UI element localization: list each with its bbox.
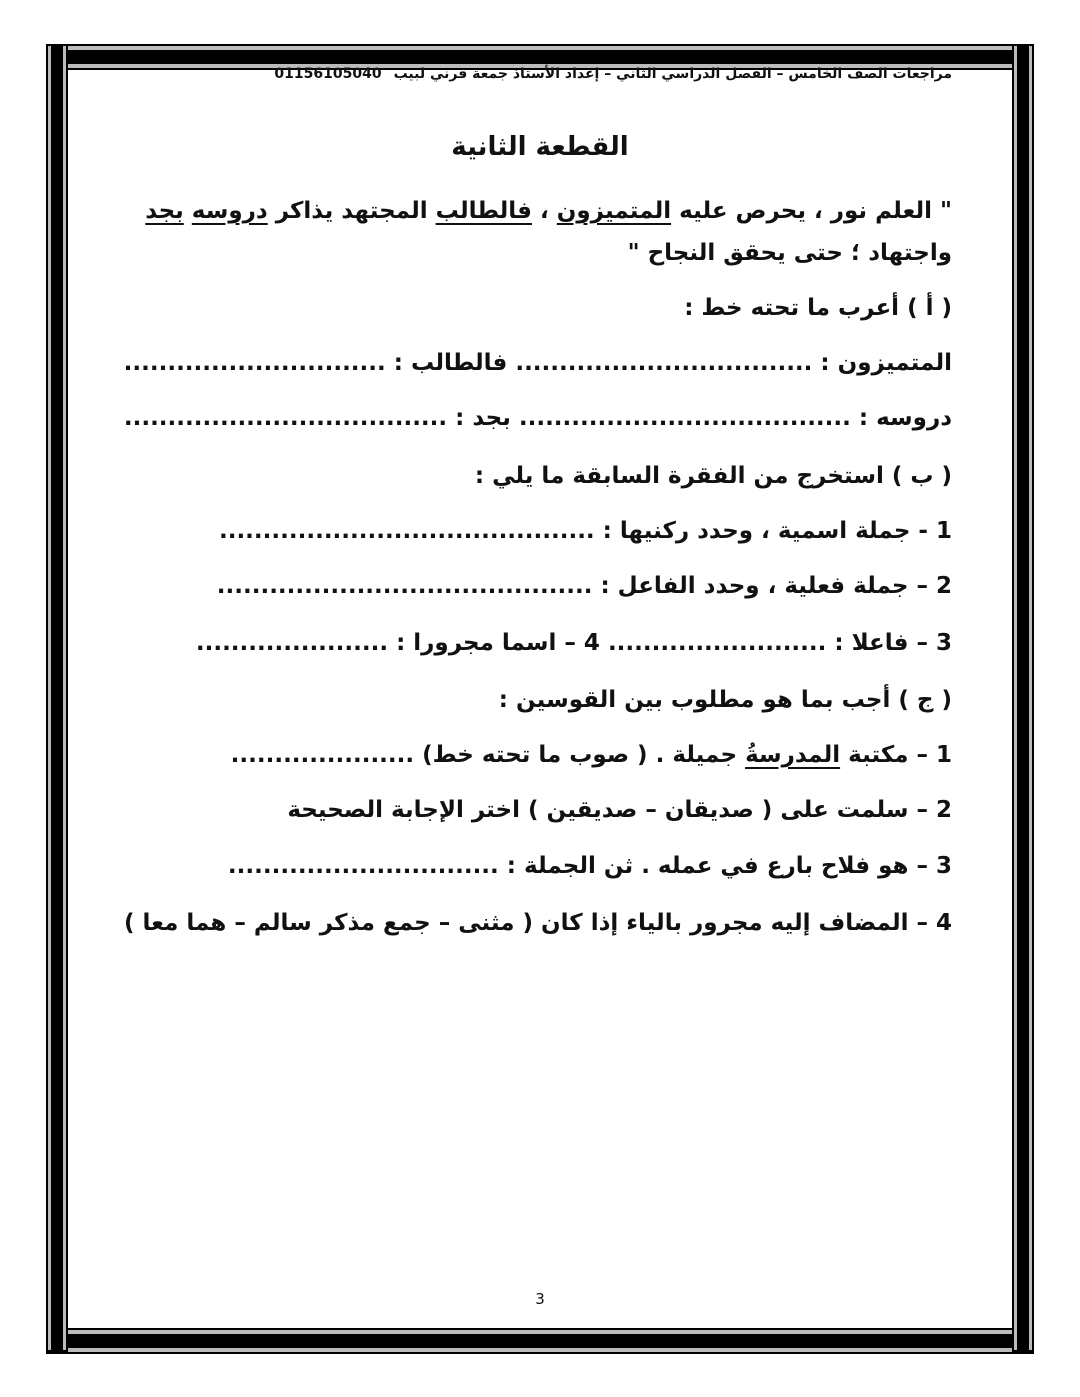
section-c-item: 4 – المضاف إليه مجرور بالياء إذا كان ( مثنى – جمع مذكر سالم – هما معا ) bbox=[123, 910, 952, 936]
underlined-word: المتميزون bbox=[556, 198, 672, 224]
border-right bbox=[1014, 46, 1032, 1350]
passage-text: المجتهد يذاكر bbox=[267, 198, 436, 224]
page-header bbox=[274, 66, 952, 82]
header-text: مراجعات الصف الخامس – الفصل الدراسي الثاني – إعداد الأستاذ جمعة قرني لبيب bbox=[393, 66, 952, 82]
underlined-word: دروسه bbox=[191, 198, 268, 224]
border-bottom bbox=[48, 1330, 1032, 1352]
section-a-row: دروسه : ...................................... بجد : ..................................... bbox=[123, 405, 952, 431]
section-b-item: 3 – فاعلا : ......................... 4 – اسما مجرورا : ...................... bbox=[195, 630, 952, 656]
section-a-heading: ( أ ) أعرب ما تحته خط : bbox=[684, 295, 952, 321]
border-top bbox=[48, 46, 1032, 68]
section-b-item: 2 – جملة فعلية ، وحدد الفاعل : ........................................... bbox=[216, 573, 952, 599]
section-b-heading: ( ب ) استخرج من الفقرة السابقة ما يلي : bbox=[474, 463, 952, 489]
page-title: القطعة الثانية bbox=[451, 132, 629, 162]
section-c-item: 3 – هو فلاح بارع في عمله . ثن الجملة : ............................... bbox=[227, 853, 952, 879]
header-phone: 01156105040 bbox=[274, 66, 382, 82]
section-c-heading: ( ج ) أجب بما هو مطلوب بين القوسين : bbox=[498, 687, 952, 713]
passage-line-1 bbox=[140, 198, 952, 224]
passage-text: " العلم نور ، يحرص عليه bbox=[671, 198, 952, 224]
section-c-item: 2 – سلمت على ( صديقان – صديقين ) اختر الإجابة الصحيحة bbox=[287, 797, 952, 823]
underlined-word: المدرسةُ bbox=[745, 742, 841, 768]
page-number: 3 bbox=[535, 1290, 545, 1308]
section-a-row: المتميزون : .................................. فالطالب : .............................. bbox=[123, 350, 952, 376]
item-text: جميلة . ( صوب ما تحته خط) ..................... bbox=[230, 742, 746, 768]
item-text: 1 – مكتبة bbox=[840, 742, 952, 768]
underlined-word: فالطالب bbox=[435, 198, 532, 224]
passage-text bbox=[184, 198, 192, 224]
border-left bbox=[48, 46, 66, 1350]
section-b-item: 1 - جملة اسمية ، وحدد ركنيها : ........................................... bbox=[218, 518, 952, 544]
passage-line-2: واجتهاد ؛ حتى يحقق النجاح " bbox=[627, 240, 952, 266]
section-c-item bbox=[140, 742, 952, 768]
underlined-word: بجد bbox=[145, 198, 184, 224]
passage-text: ، bbox=[531, 198, 557, 224]
